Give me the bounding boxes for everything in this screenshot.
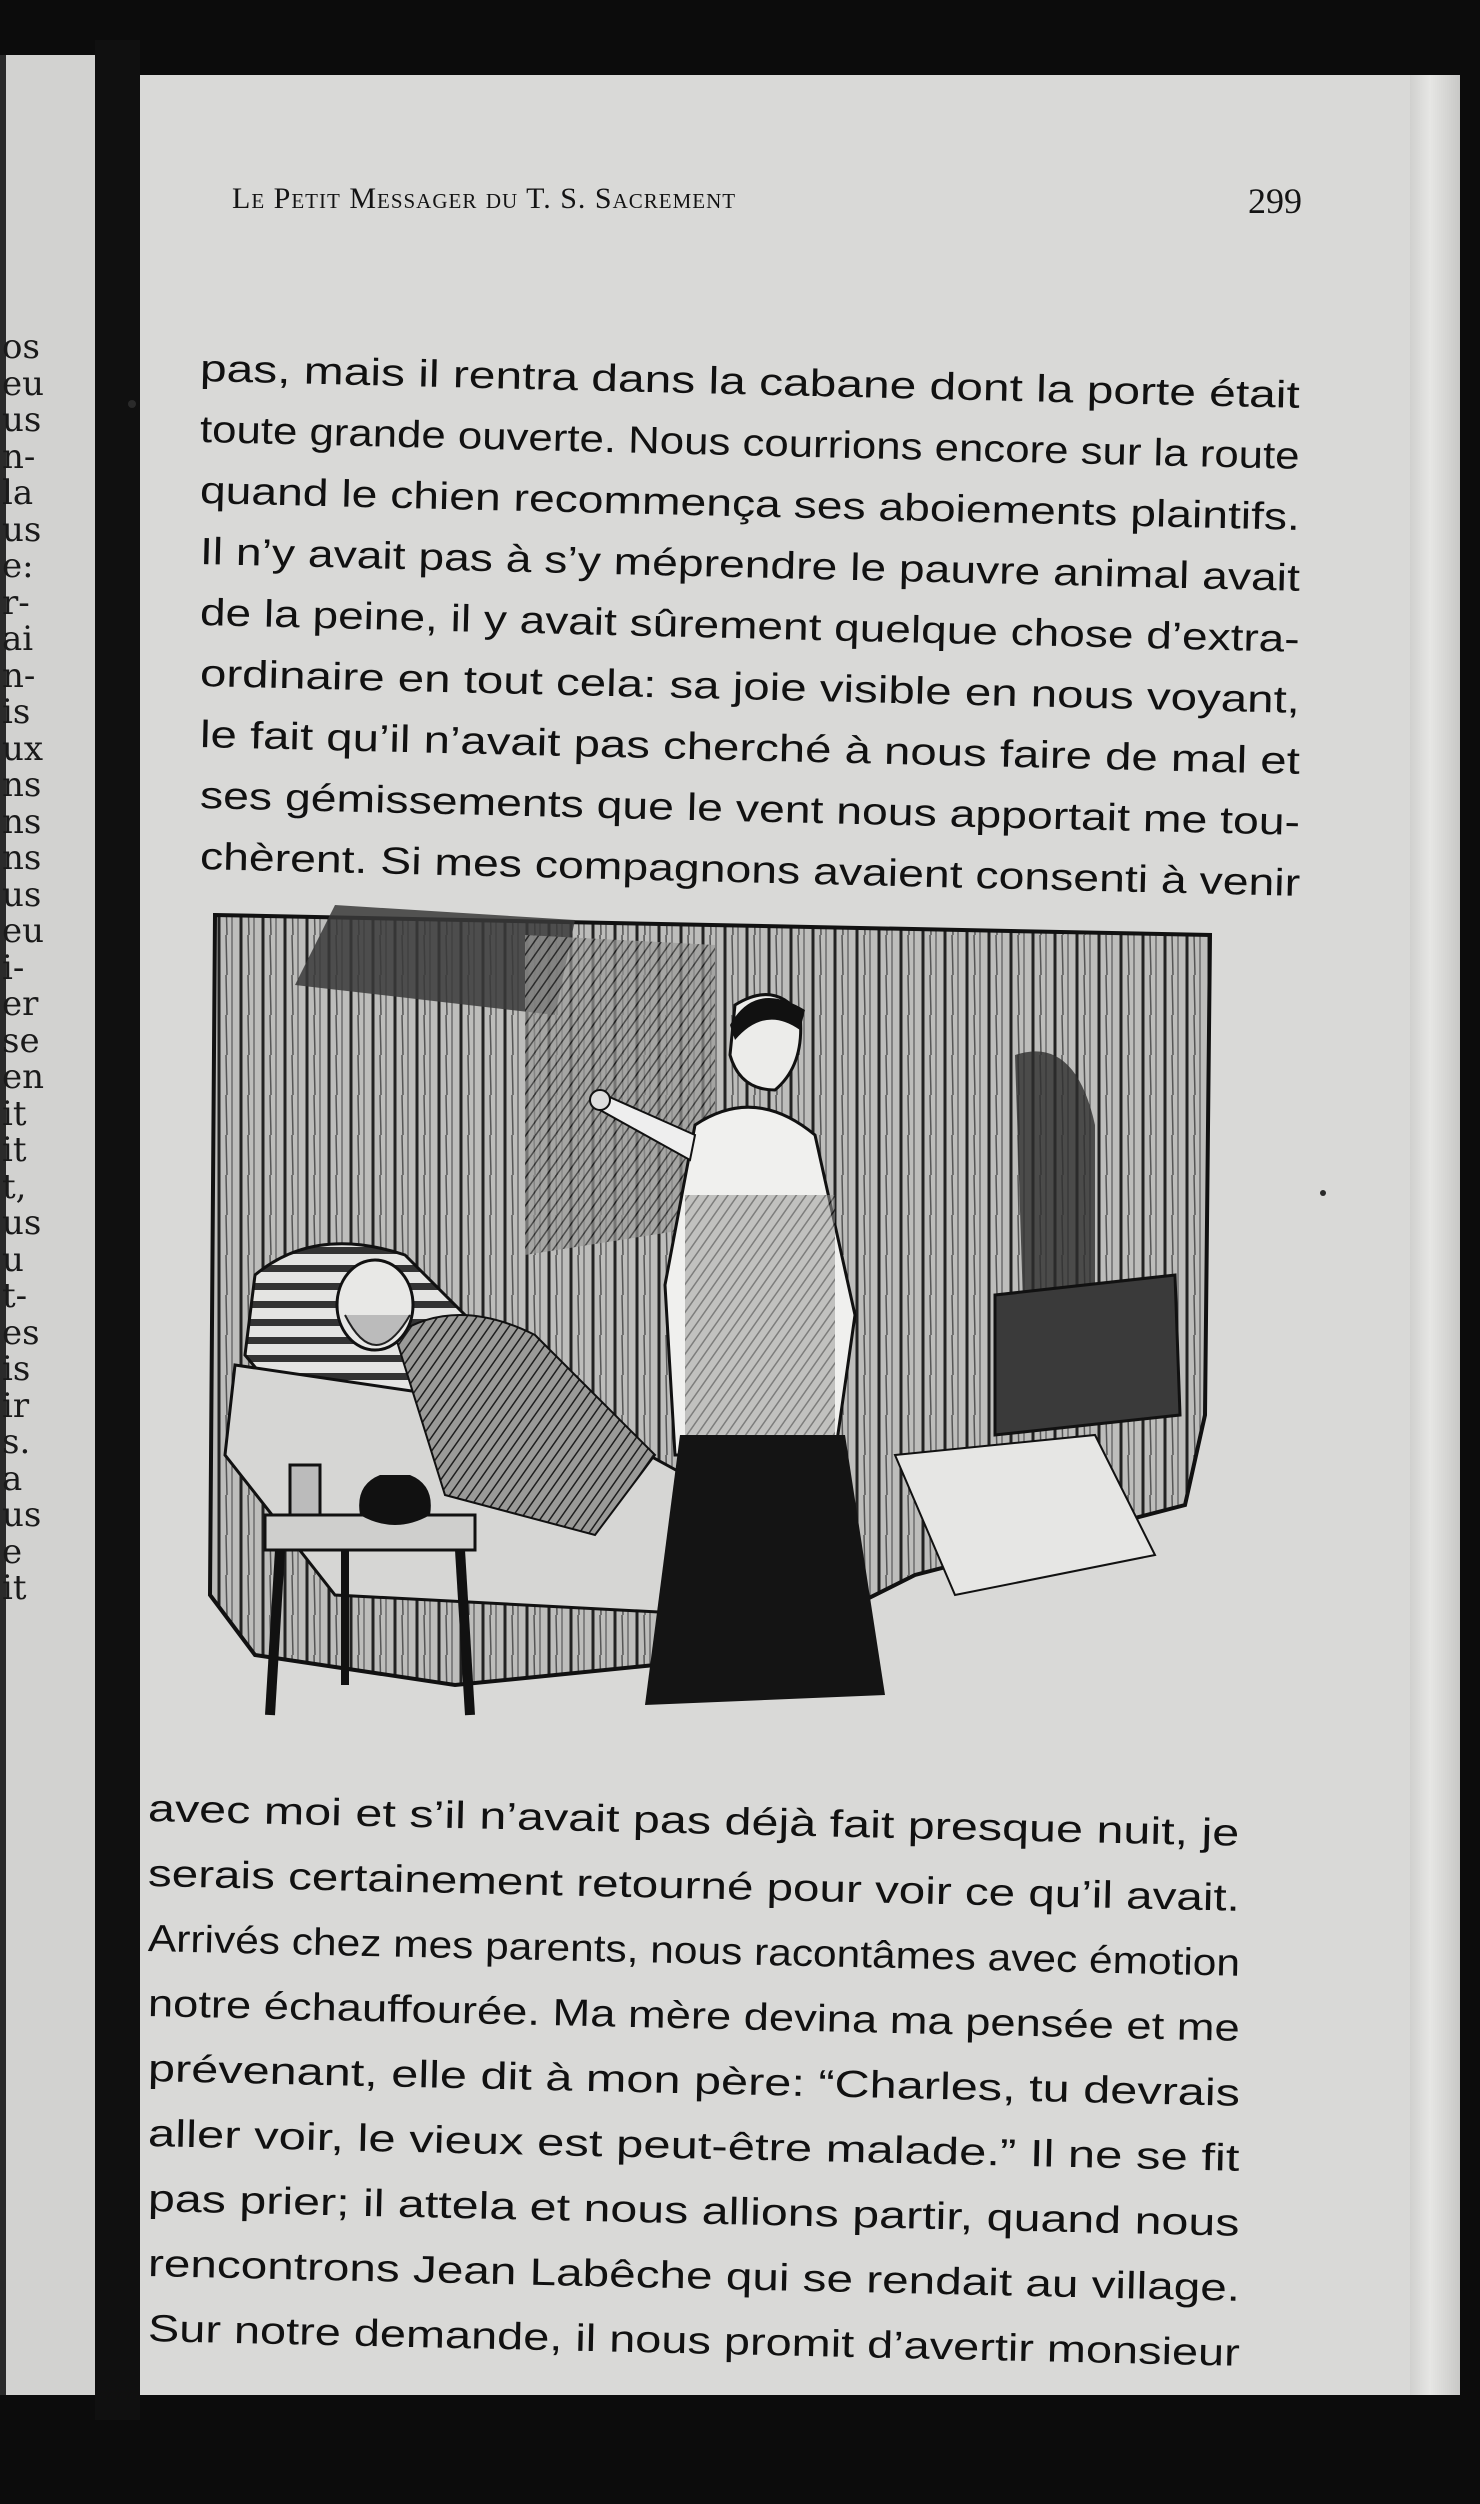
left-page-text-fragment: ns [2, 838, 42, 878]
left-page-text-fragment: s. [2, 1422, 31, 1462]
left-page-text-fragment: ai [2, 619, 34, 659]
left-page-text-fragment: r- [2, 582, 30, 623]
body-text-line: le fait qu’il n’avait pas cherché à nous faire de mal et [199, 714, 1301, 783]
body-text-line: toute grande ouverte. Nous courrions encore sur la route [199, 409, 1301, 478]
left-page-text-fragment: es [2, 1312, 40, 1353]
left-page-text-fragment: ir [2, 1385, 30, 1426]
left-page-text-fragment: eu [2, 911, 45, 951]
body-text-line: ses gémissements que le vent nous apportait me tou- [199, 775, 1301, 844]
left-page-text-fragment: er [2, 984, 39, 1024]
book-gutter [95, 40, 140, 2420]
body-text-line: ordinaire en tout cela: sa joie visible en nous voyant, [199, 653, 1301, 722]
left-page-text-fragment: eu [2, 363, 45, 404]
left-page [0, 55, 95, 2395]
left-page-text-fragment: us [2, 400, 42, 440]
body-text-line: de la peine, il y avait sûrement quelque chose d’extra- [199, 592, 1301, 661]
left-page-text-fragment: n- [2, 436, 36, 477]
body-text-line: Arrivés chez mes parents, nous racontâmes avec émotion [147, 1918, 1241, 1985]
left-page-text-fragment: is [2, 1349, 31, 1389]
body-text-line: serais certainement retourné pour voir ce qu’il avait. [147, 1853, 1241, 1920]
body-text-line: notre échauffourée. Ma mère devina ma pensée et me [147, 1983, 1241, 2050]
left-page-text-fragment: us [2, 509, 42, 550]
left-page-text-fragment: it [2, 1093, 27, 1134]
left-page-text-fragment: it [2, 1130, 27, 1170]
body-text-line: Sur notre demande, il nous promit d’avertir monsieur [147, 2308, 1241, 2375]
body-text-line: rencontrons Jean Labêche qui se rendait au village. [147, 2243, 1241, 2310]
page-edge [1410, 75, 1460, 2395]
left-page-text-fragment: a [2, 1458, 23, 1499]
body-text-line: aller voir, le vieux est peut-être malade.” Il ne se fit [147, 2113, 1240, 2180]
left-page-text-fragment: us [2, 1203, 42, 1243]
left-page-text-fragment: is [2, 692, 31, 732]
left-page-text-fragment: us [2, 1495, 42, 1535]
left-page-text-fragment: t- [2, 1276, 28, 1316]
body-text-line: quand le chien recommença ses aboiements plaintifs. [199, 470, 1301, 539]
left-page-text-fragment: ns [2, 765, 42, 805]
body-text-line: prévenant, elle dit à mon père: “Charles, tu devrais [147, 2048, 1241, 2115]
left-page-text-fragment: us [2, 874, 42, 915]
left-page-text-fragment: la [2, 473, 34, 513]
left-page-text-fragment: u [2, 1239, 24, 1280]
left-page-text-fragment: se [2, 1020, 40, 1061]
body-text-line: chèrent. Si mes compagnons avaient consenti à venir [199, 836, 1301, 905]
body-text-line: Il n’y avait pas à s’y méprendre le pauvre animal avait [199, 531, 1301, 600]
left-page-text-fragment: en [2, 1057, 45, 1097]
body-text-line: avec moi et s’il n’avait pas déjà fait presque nuit, je [147, 1788, 1240, 1855]
left-page-text-fragment: os [2, 327, 40, 367]
left-page-text-fragment: i- [2, 947, 25, 988]
left-page-text-fragment: n- [2, 655, 36, 696]
body-text-line: pas prier; il attela et nous allions partir, quand nous [147, 2178, 1240, 2245]
scan-speck [1320, 1190, 1326, 1196]
illustration-priest-at-bedside [195, 895, 1225, 1745]
left-page-text-fragment: t, [2, 1166, 27, 1207]
left-page-text-fragment: e [2, 1531, 23, 1572]
page-number: 299 [1248, 181, 1302, 221]
left-page-text-fragment: e: [2, 546, 34, 586]
running-header: Le Petit Messager du T. S. Sacrement [232, 182, 737, 215]
left-page-text-fragment: ns [2, 801, 42, 842]
body-text-line: pas, mais il rentra dans la cabane dont la porte était [199, 348, 1301, 417]
left-page-text-fragment: ux [2, 728, 44, 769]
scan-speck [128, 400, 136, 408]
left-page-text-fragment: it [2, 1568, 27, 1608]
